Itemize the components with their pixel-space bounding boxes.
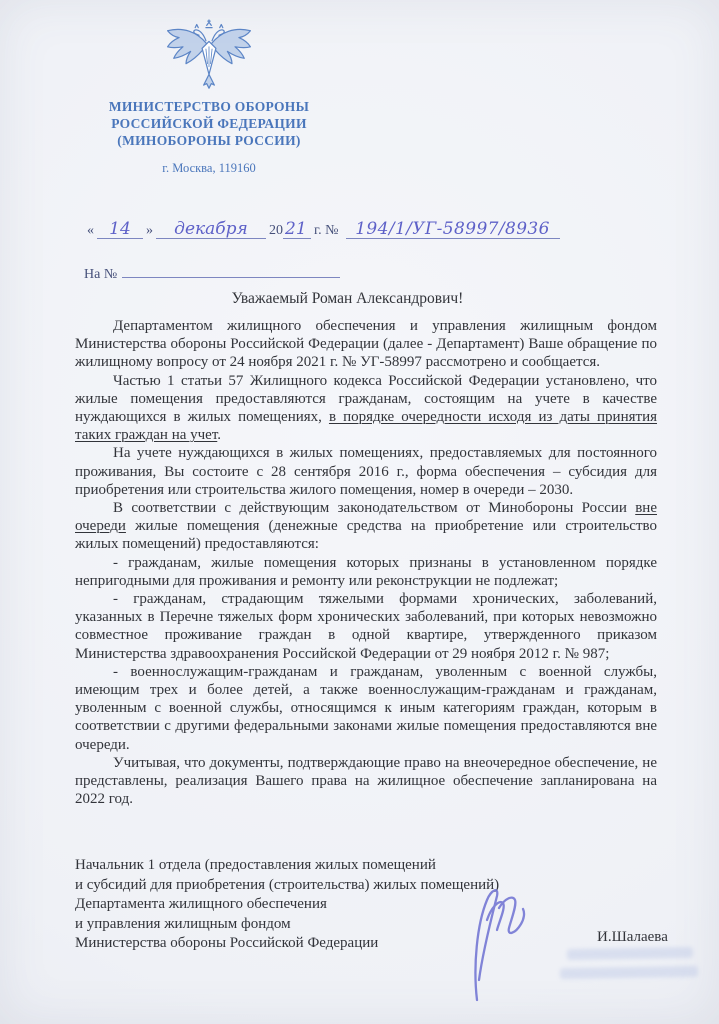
quote-open: « — [87, 223, 94, 238]
quote-close: » — [146, 223, 153, 238]
reply-label: На № — [84, 267, 118, 282]
handwritten-outgoing-number: 194/1/УГ-58997/8936 — [346, 221, 560, 239]
closing-position-line-1: Начальник 1 отдела (предоставления жилых помещений — [75, 857, 436, 873]
org-name-line-1: МИНИСТЕРСТВО ОБОРОНЫ — [108, 99, 310, 114]
paragraph: - военнослужащим-гражданам и гражданам, уволенным с военной службы, имеющим трех и более детей, а также военнослужащим-гражданам и гражданам, уволенным с военной службы, относящимся к иным категориям граждан, которым в соответствии с другими федеральными законами жилые помещения предоставляются вне очереди. — [75, 663, 657, 753]
org-address: г. Москва, 119160 — [162, 161, 256, 175]
signer-name: И.Шалаева — [597, 929, 668, 945]
ink-bleed-artifact — [567, 947, 693, 960]
year-century: 20 — [269, 223, 283, 238]
paragraph: Частью 1 статьи 57 Жилищного кодекса Российской Федерации установлено, что жилые помещения предоставляются гражданам, состоящим на учете в качестве нуждающихся в жилых помещениях, в порядке очередности исходя из даты принятия таких граждан на учет. — [75, 372, 657, 444]
mod-double-eagle-emblem-icon — [163, 16, 255, 96]
closing-position-line-3: Департамента жилищного обеспечения — [75, 896, 327, 913]
handwritten-year: 21 — [283, 221, 311, 239]
closing-block — [75, 856, 499, 954]
date-number-line — [84, 221, 554, 239]
reply-reference-line — [84, 264, 340, 283]
handwritten-signature-icon — [447, 878, 539, 1004]
org-name-line-3: (МИНОБОРОНЫ РОССИИ) — [117, 133, 301, 148]
handwritten-month: декабря — [156, 221, 266, 239]
handwritten-day: 14 — [97, 221, 143, 239]
org-name — [86, 98, 332, 149]
paragraph: Учитывая, что документы, подтверждающие право на внеочередное обеспечение, не представлены, реализация Вашего права на жилищное обеспечение запланирована на 2022 год. — [75, 754, 657, 808]
letter-body — [75, 317, 657, 808]
paragraph: - гражданам, жилые помещения которых признаны в установленном порядке непригодными для проживания и ремонту или реконструкции не подлежат; — [75, 554, 657, 589]
closing-position-line-4: и управления жилищным фондом — [75, 915, 291, 932]
number-label: г. № — [314, 223, 339, 238]
paragraph: Департаментом жилищного обеспечения и управления жилищным фондом Министерства обороны Российской Федерации (далее - Департамент) Ваше обращение по жилищному вопросу от 24 ноября 2021 г. № УГ-58997 рассмотрено и сообщается. — [75, 318, 657, 371]
org-name-line-2: РОССИЙСКОЙ ФЕДЕРАЦИИ — [111, 116, 307, 131]
closing-position-line-2: и субсидий для приобретения (строительства) жилых помещений) — [75, 876, 500, 893]
letterhead — [86, 16, 332, 176]
reply-blank-line — [122, 264, 340, 278]
salutation: Уважаемый Роман Александрович! — [231, 290, 464, 307]
ink-bleed-artifact — [560, 966, 698, 979]
closing-position-line-5: Министерства обороны Российской Федерации — [75, 935, 379, 952]
paragraph: На учете нуждающихся в жилых помещениях, предоставляемых для постоянного проживания, Вы состоите с 28 сентября 2016 г., форма обеспечения – субсидия для приобретения или строительства жилого помещения, номер в очереди – 2030. — [75, 445, 657, 498]
paragraph: - гражданам, страдающим тяжелыми формами хронических, заболеваний, указанных в Перечне тяжелых форм хронических заболеваний, при которых невозможно совместное проживание граждан в одной квартире, утвержденного приказом Министерства здравоохранения Российской Федерации от 29 ноября 2012 г. № 987; — [75, 591, 657, 662]
paragraph: В соответствии с действующим законодательством от Минобороны России вне очереди жилые помещения (денежные средства на приобретение или строительство жилых помещений) предоставляются: — [75, 500, 657, 553]
